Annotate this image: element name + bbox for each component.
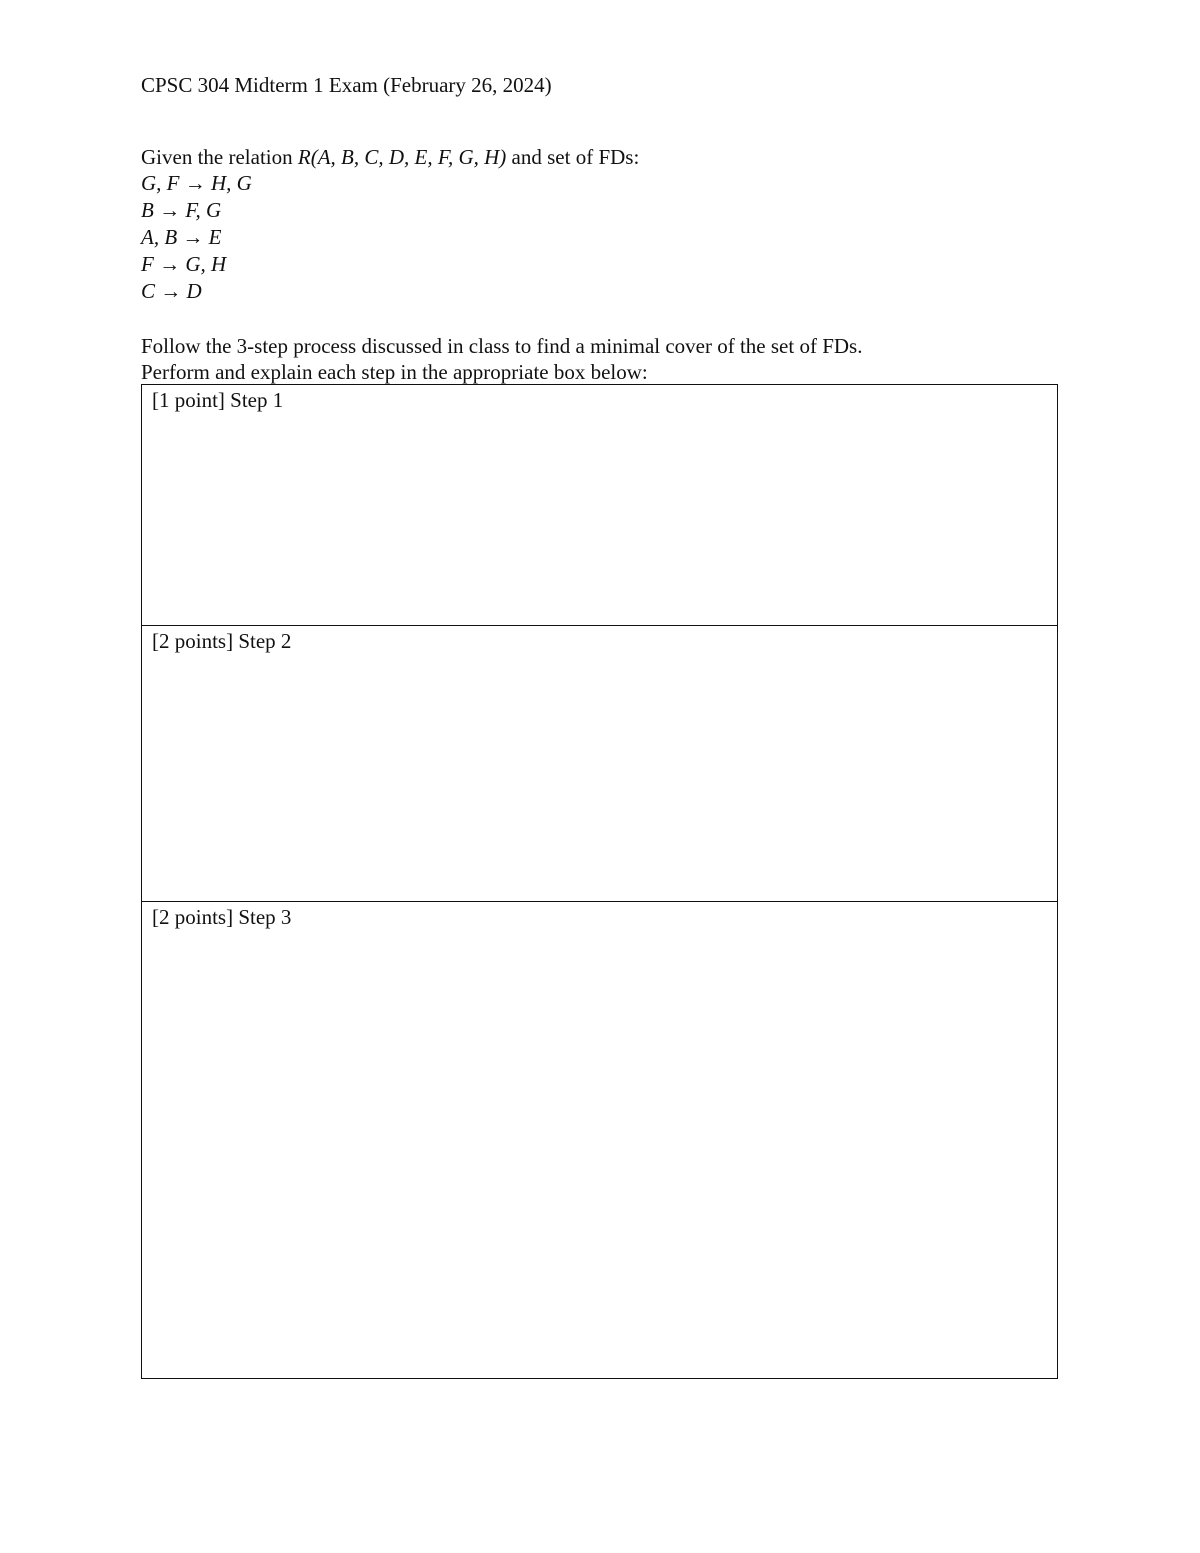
step-3-label: [2 points] Step 3 [152, 905, 292, 929]
fd-item: G, F → H, G [141, 171, 252, 195]
relation-schema: R(A, B, C, D, E, F, G, H) [297, 145, 507, 169]
fd-item: C → D [141, 279, 202, 303]
answer-box-step-3[interactable] [141, 901, 1058, 1379]
question-intro [141, 144, 639, 170]
answer-box-step-1[interactable] [141, 384, 1058, 627]
step-2-label: [2 points] Step 2 [152, 629, 292, 653]
fd-item: F → G, H [141, 252, 227, 276]
answer-box-step-2[interactable] [141, 625, 1058, 903]
instruction-line: Perform and explain each step in the appropriate box below: [141, 360, 648, 384]
intro-prefix: Given the relation [141, 145, 298, 169]
exam-title: CPSC 304 Midterm 1 Exam (February 26, 2024) [141, 73, 552, 97]
fd-item: A, B → E [141, 225, 222, 249]
fd-item: B → F, G [141, 198, 222, 222]
fd-list [141, 170, 252, 305]
step-1-label: [1 point] Step 1 [152, 388, 284, 412]
intro-suffix: and set of FDs: [506, 145, 640, 169]
instruction-line: Follow the 3-step process discussed in class to find a minimal cover of the set of FDs. [141, 334, 863, 358]
instructions [141, 333, 862, 385]
